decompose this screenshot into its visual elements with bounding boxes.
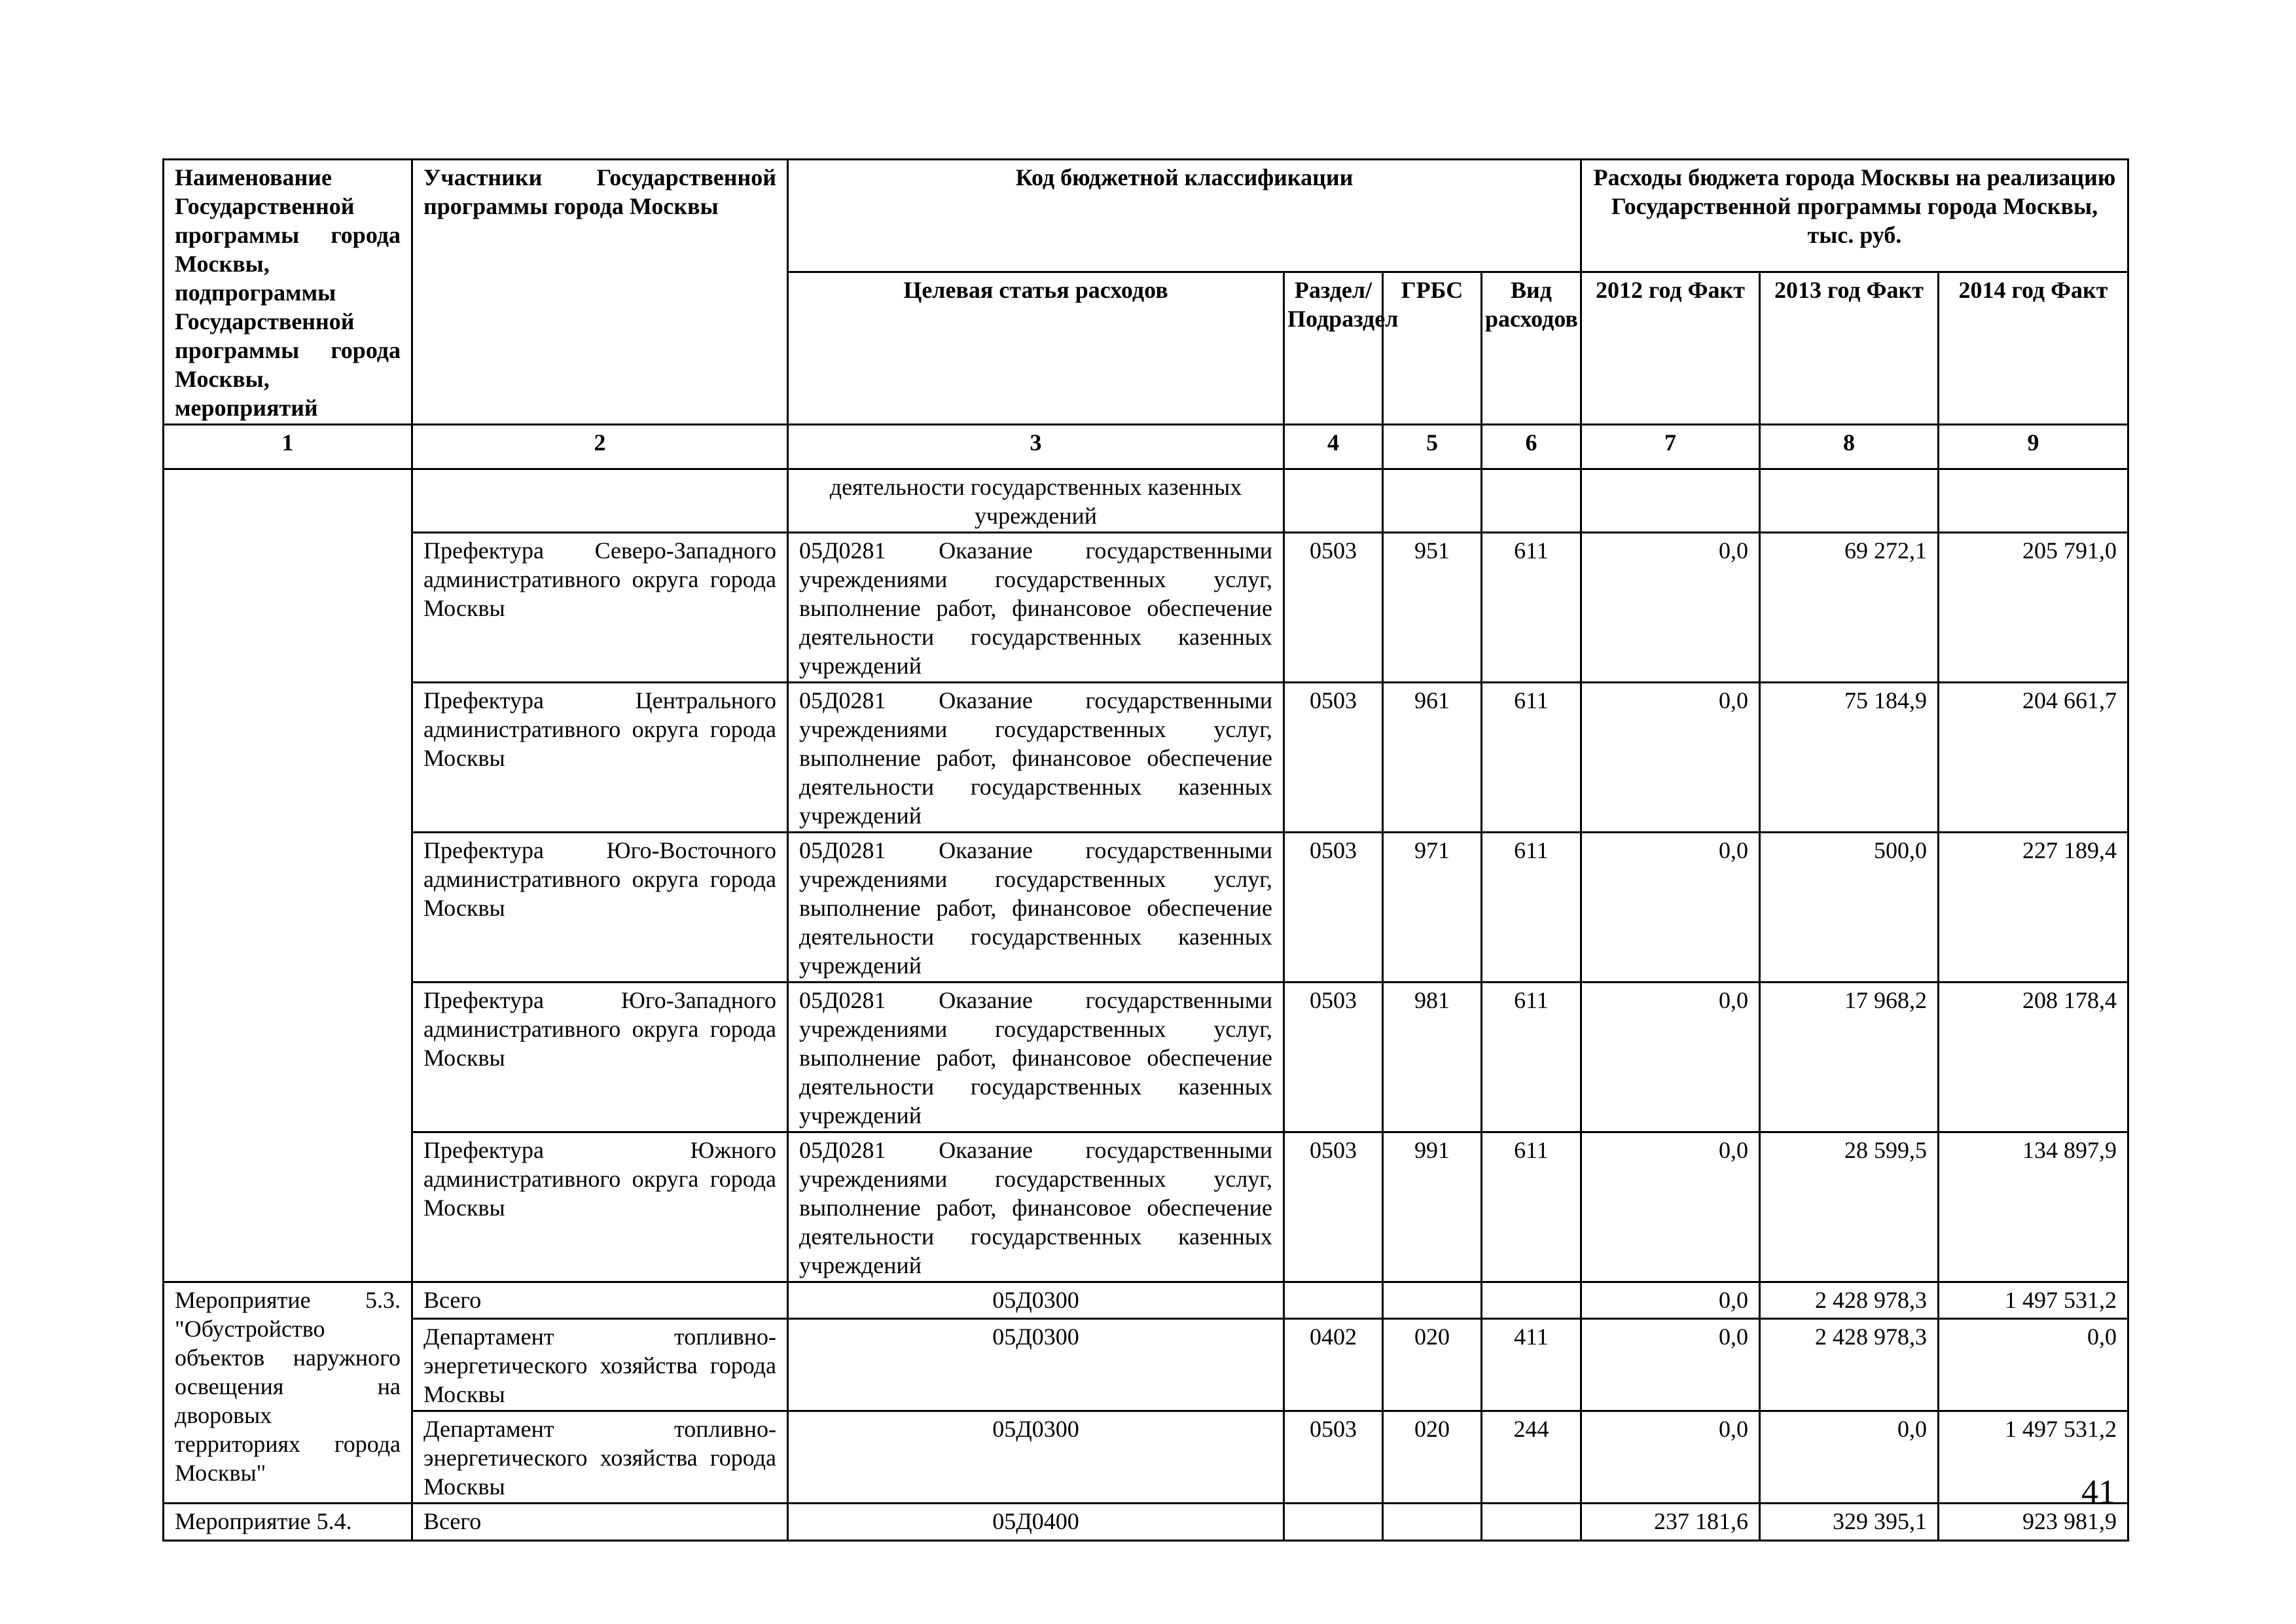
section-cell: 0503 [1284,683,1383,833]
section-cell-empty [1284,469,1383,533]
y2014-cell: 923 981,9 [1939,1504,2128,1541]
table-row [164,1411,2128,1504]
y2013-cell: 329 395,1 [1760,1504,1939,1541]
participant-cell: Всего [412,1504,788,1541]
section-cell: 0503 [1284,1411,1383,1504]
table-row [164,1132,2128,1282]
y2012-cell: 0,0 [1581,1319,1760,1411]
section-cell: 0503 [1284,533,1383,683]
y2012-cell: 0,0 [1581,683,1760,833]
target-cell: 05Д0281 Оказание государственными учреждениями государственных услуг, выполнение работ, финансовое обеспечение деятельности государственных казенных учреждений [788,533,1284,683]
participant-cell-empty [412,469,788,533]
y2013-cell: 28 599,5 [1760,1132,1939,1282]
header-participants: Участники Государственной программы города Москвы [412,160,788,425]
y2012-cell: 0,0 [1581,833,1760,983]
table-row [164,1319,2128,1411]
measure-5-3-name: Мероприятие 5.3. "Обустройство объектов наружного освещения на дворовых территориях города Москвы" [164,1282,412,1504]
grbs-cell [1383,1282,1482,1319]
y2014-cell: 227 189,4 [1939,833,2128,983]
section-cell: 0503 [1284,983,1383,1132]
grbs-cell: 961 [1383,683,1482,833]
target-cell: 05Д0300 [788,1282,1284,1319]
section-cell [1284,1504,1383,1541]
table-row [164,683,2128,833]
grbs-cell: 951 [1383,533,1482,683]
header-grbs: ГРБС [1383,272,1482,425]
grbs-cell: 971 [1383,833,1482,983]
target-cell: 05Д0281 Оказание государственными учреждениями государственных услуг, выполнение работ, финансовое обеспечение деятельности государственных казенных учреждений [788,983,1284,1132]
y2014-cell: 204 661,7 [1939,683,2128,833]
column-number: 9 [1939,425,2128,469]
participant-cell: Префектура Юго-Западного административного округа города Москвы [412,983,788,1132]
grbs-cell: 020 [1383,1319,1482,1411]
header-expenses: Расходы бюджета города Москвы на реализацию Государственной программы города Москвы, тыс. руб. [1581,160,2128,272]
column-number: 7 [1581,425,1760,469]
y2013-cell: 17 968,2 [1760,983,1939,1132]
budget-table [162,158,2129,1542]
grbs-cell [1383,1504,1482,1541]
y2012-cell: 237 181,6 [1581,1504,1760,1541]
y2013-cell: 0,0 [1760,1411,1939,1504]
header-target: Целевая статья расходов [788,272,1284,425]
table-row [164,533,2128,683]
participant-cell: Департамент топливно-энергетического хозяйства города Москвы [412,1411,788,1504]
column-number: 4 [1284,425,1383,469]
y2012-cell: 0,0 [1581,983,1760,1132]
participant-cell: Префектура Северо-Западного административного округа города Москвы [412,533,788,683]
y2014-cell-empty [1939,469,2128,533]
column-number: 3 [788,425,1284,469]
target-cell: 05Д0400 [788,1504,1284,1541]
y2014-cell: 208 178,4 [1939,983,2128,1132]
target-cell: 05Д0300 [788,1319,1284,1411]
column-number: 5 [1383,425,1482,469]
y2013-cell: 2 428 978,3 [1760,1282,1939,1319]
y2012-cell-empty [1581,469,1760,533]
vid-cell [1482,1282,1581,1319]
section-cell: 0503 [1284,1132,1383,1282]
header-2013: 2013 год Факт [1760,272,1939,425]
y2013-cell: 500,0 [1760,833,1939,983]
y2014-cell: 134 897,9 [1939,1132,2128,1282]
y2013-cell: 2 428 978,3 [1760,1319,1939,1411]
participant-cell: Всего [412,1282,788,1319]
column-number: 6 [1482,425,1581,469]
table-row [164,1504,2128,1541]
target-cell: деятельности государственных казенных учреждений [788,469,1284,533]
vid-cell: 411 [1482,1319,1581,1411]
page-number: 41 [2081,1473,2115,1511]
target-cell: 05Д0281 Оказание государственными учреждениями государственных услуг, выполнение работ, финансовое обеспечение деятельности государственных казенных учреждений [788,683,1284,833]
header-section: Раздел/ Подраздел [1284,272,1383,425]
table-row [164,983,2128,1132]
header-program-name: Наименование Государственной программы города Москвы, подпрограммы Государственной программы города Москвы, мероприятий [164,160,412,425]
y2014-cell: 205 791,0 [1939,533,2128,683]
y2012-cell: 0,0 [1581,1411,1760,1504]
column-numbers-row [164,425,2128,469]
y2014-cell: 1 497 531,2 [1939,1411,2128,1504]
vid-cell-empty [1482,469,1581,533]
table-row [164,833,2128,983]
header-2012: 2012 год Факт [1581,272,1760,425]
participant-cell: Департамент топливно-энергетического хозяйства города Москвы [412,1319,788,1411]
y2014-cell: 0,0 [1939,1319,2128,1411]
grbs-cell: 981 [1383,983,1482,1132]
y2014-cell: 1 497 531,2 [1939,1282,2128,1319]
y2012-cell: 0,0 [1581,533,1760,683]
header-expense-type: Вид расходов [1482,272,1581,425]
vid-cell: 244 [1482,1411,1581,1504]
grbs-cell: 991 [1383,1132,1482,1282]
grbs-cell: 020 [1383,1411,1482,1504]
measure-5-4-name: Мероприятие 5.4. [164,1504,412,1541]
y2013-cell: 75 184,9 [1760,683,1939,833]
participant-cell: Префектура Центрального административного округа города Москвы [412,683,788,833]
header-budget-code: Код бюджетной классификации [788,160,1581,272]
section-cell [1284,1282,1383,1319]
vid-cell [1482,1504,1581,1541]
grbs-cell-empty [1383,469,1482,533]
header-row-1 [164,160,2128,272]
y2013-cell-empty [1760,469,1939,533]
vid-cell: 611 [1482,833,1581,983]
section-cell: 0402 [1284,1319,1383,1411]
y2013-cell: 69 272,1 [1760,533,1939,683]
header-2014: 2014 год Факт [1939,272,2128,425]
column-number: 1 [164,425,412,469]
y2012-cell: 0,0 [1581,1132,1760,1282]
column-number: 2 [412,425,788,469]
target-cell: 05Д0281 Оказание государственными учреждениями государственных услуг, выполнение работ, финансовое обеспечение деятельности государственных казенных учреждений [788,833,1284,983]
vid-cell: 611 [1482,1132,1581,1282]
table-row [164,1282,2128,1319]
participant-cell: Префектура Южного административного округа города Москвы [412,1132,788,1282]
column-number: 8 [1760,425,1939,469]
vid-cell: 611 [1482,983,1581,1132]
measure-cell-continued [164,469,412,1282]
vid-cell: 611 [1482,533,1581,683]
target-cell: 05Д0300 [788,1411,1284,1504]
table-row [164,469,2128,533]
y2012-cell: 0,0 [1581,1282,1760,1319]
target-cell: 05Д0281 Оказание государственными учреждениями государственных услуг, выполнение работ, финансовое обеспечение деятельности государственных казенных учреждений [788,1132,1284,1282]
participant-cell: Префектура Юго-Восточного административного округа города Москвы [412,833,788,983]
vid-cell: 611 [1482,683,1581,833]
section-cell: 0503 [1284,833,1383,983]
